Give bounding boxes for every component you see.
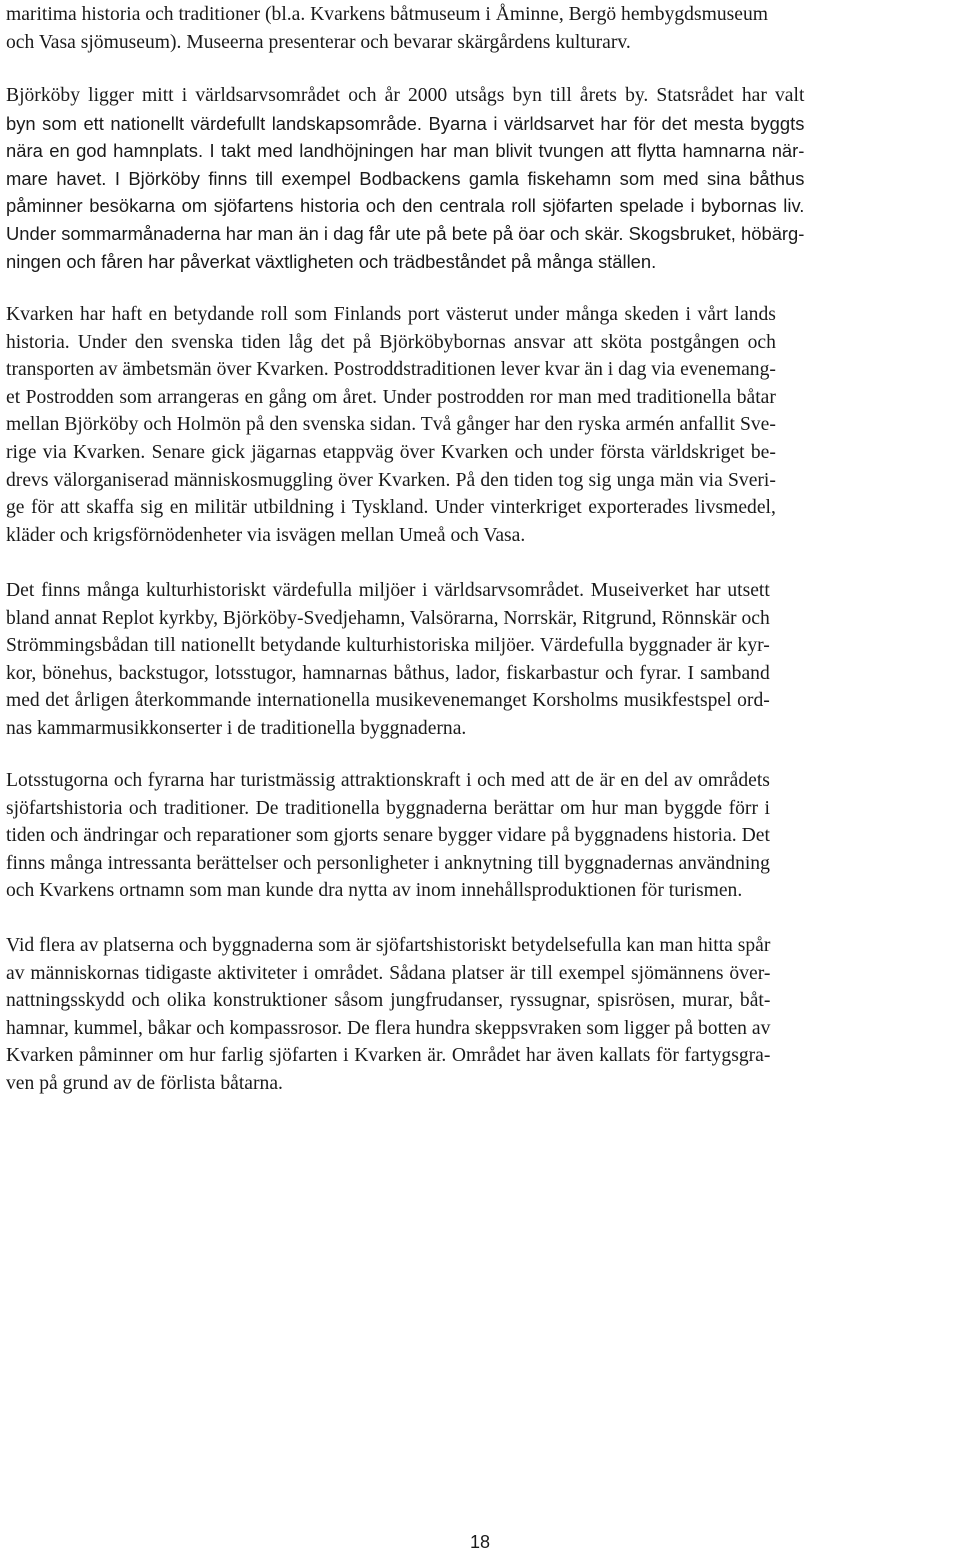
text-line: och Kvarkens ortnamn som man kunde dra nytta av inom innehållsproduktionen för turismen. [6, 880, 743, 902]
text-line: Lotsstugorna och fyrarna har turistmässig attraktionskraft i och med att de är en del av områdets [6, 770, 770, 791]
paragraph-museums [6, 1, 768, 56]
paragraph-cultural-environments [6, 577, 770, 743]
text-line: ningen och fåren har påverkat växtligheten och trädbeståndet på många ställen. [6, 250, 657, 272]
text-line: mare havet. I Björköby finns till exempel Bodbackens gamla fiskehamn som med sina båthus [6, 167, 805, 189]
text-line: et Postrodden som arrangeras en gång om året. Under postrodden ror man med traditionella båtar [6, 386, 776, 408]
page-number: 18 [469, 1532, 491, 1552]
text-line: nära en god hamnplats. I takt med landhöjningen har man blivit tvungen att flytta hamnarna när- [6, 140, 805, 162]
text-line: och Vasa sjömuseum). Museerna presenterar och bevarar skärgårdens kulturarv. [6, 31, 631, 53]
paragraph-pilot-cottages [6, 767, 770, 905]
text-line: byn som ett nationellt värdefullt landskapsområde. Byarna i världsarvet har för det mesta byggts [6, 112, 805, 134]
text-line: Kvarken har haft en betydande roll som Finlands port västerut under många skeden i vårt lands [6, 304, 776, 325]
text-line: transporten av ämbetsmän över Kvarken. Postroddstraditionen lever kvar än i dag via evenemang- [6, 359, 776, 381]
text-line: drevs välorganiserad människosmuggling över Kvarken. På den tiden tog sig unga män via Sveri- [6, 469, 776, 491]
text-line: påminner besökarna om sjöfartens historia och den centrala roll sjöfarten spelade i bybornas liv. [6, 195, 805, 217]
text-line: mellan Björköby och Holmön på den svenska sidan. Två gånger har den ryska armén anfallit Sve- [6, 414, 776, 436]
paragraph-maritime-sites [6, 932, 770, 1098]
text-line: Björköby ligger mitt i världsarvsområdet och år 2000 utsågs byn till årets by. Statsrådet har valt [6, 85, 805, 106]
text-line: kor, bönehus, backstugor, lotsstugor, hamnarnas båthus, lador, fiskarbastur och fyrar. I samband [6, 662, 770, 684]
text-line: sjöfartshistoria och traditioner. De traditionella byggnaderna berättar om hur man byggde förr i [6, 797, 770, 819]
text-line: Det finns många kulturhistoriskt värdefulla miljöer i världsarvsområdet. Museiverket har utsett [6, 580, 770, 601]
text-line: Vid flera av platserna och byggnaderna som är sjöfartshistoriskt betydelsefulla kan man hitta spår [6, 935, 771, 956]
text-line: maritima historia och traditioner (bl.a. Kvarkens båtmuseum i Åminne, Bergö hembygdsmuseum [6, 4, 769, 25]
text-line: nas kammarmusikkonserter i de traditionella byggnaderna. [6, 717, 467, 739]
text-line: Strömmingsbådan till nationellt betydande kulturhistoriska miljöer. Värdefulla byggnader är kyr- [6, 635, 770, 657]
text-line: ven på grund av de förlista båtarna. [6, 1072, 283, 1094]
text-line: ge för att skaffa sig en militär utbildning i Tyskland. Under vinterkriget exporterades livsmedel, [6, 497, 776, 519]
text-line: tiden och ändringar och reparationer som gjorts senare bygger vidare på byggnadens historia. Det [6, 825, 770, 847]
text-line: med det årligen återkommande internationella musikevenemanget Korsholms musikfestspel ord- [6, 690, 770, 712]
text-line: hamnar, kummel, båkar och kompassrosor. De flera hundra skeppsvraken som ligger på botten av [6, 1017, 771, 1039]
text-line: bland annat Replot kyrkby, Björköby-Svedjehamn, Valsörarna, Norrskär, Ritgrund, Rönnskär och [6, 607, 770, 629]
text-line: rige via Kvarken. Senare gick jägarnas etappväg över Kvarken och under första världskriget be- [6, 441, 776, 463]
text-line: Under sommarmånaderna har man än i dag får ute på bete på öar och skär. Skogsbruket, höbärg- [6, 222, 805, 244]
paragraph-kvarken-history [6, 301, 776, 549]
paragraph-bjorkoby [6, 82, 804, 275]
text-line: Kvarken påminner om hur farlig sjöfarten i Kvarken är. Området har även kallats för fartygsgra- [6, 1045, 771, 1067]
text-line: kläder och krigsförnödenheter via isvägen mellan Umeå och Vasa. [6, 524, 526, 546]
text-line: nattningsskydd och olika konstruktioner såsom jungfrudanser, ryssugnar, spisrösen, murar, båt- [6, 990, 771, 1012]
text-line: finns många intressanta berättelser och personligheter i anknytning till byggnadernas användning [6, 852, 770, 874]
text-line: av människornas tidigaste aktiviteter i området. Sådana platser är till exempel sjömännens över- [6, 962, 771, 984]
text-line: historia. Under den svenska tiden låg det på Björköbybornas ansvar att sköta postgången och [6, 331, 776, 353]
